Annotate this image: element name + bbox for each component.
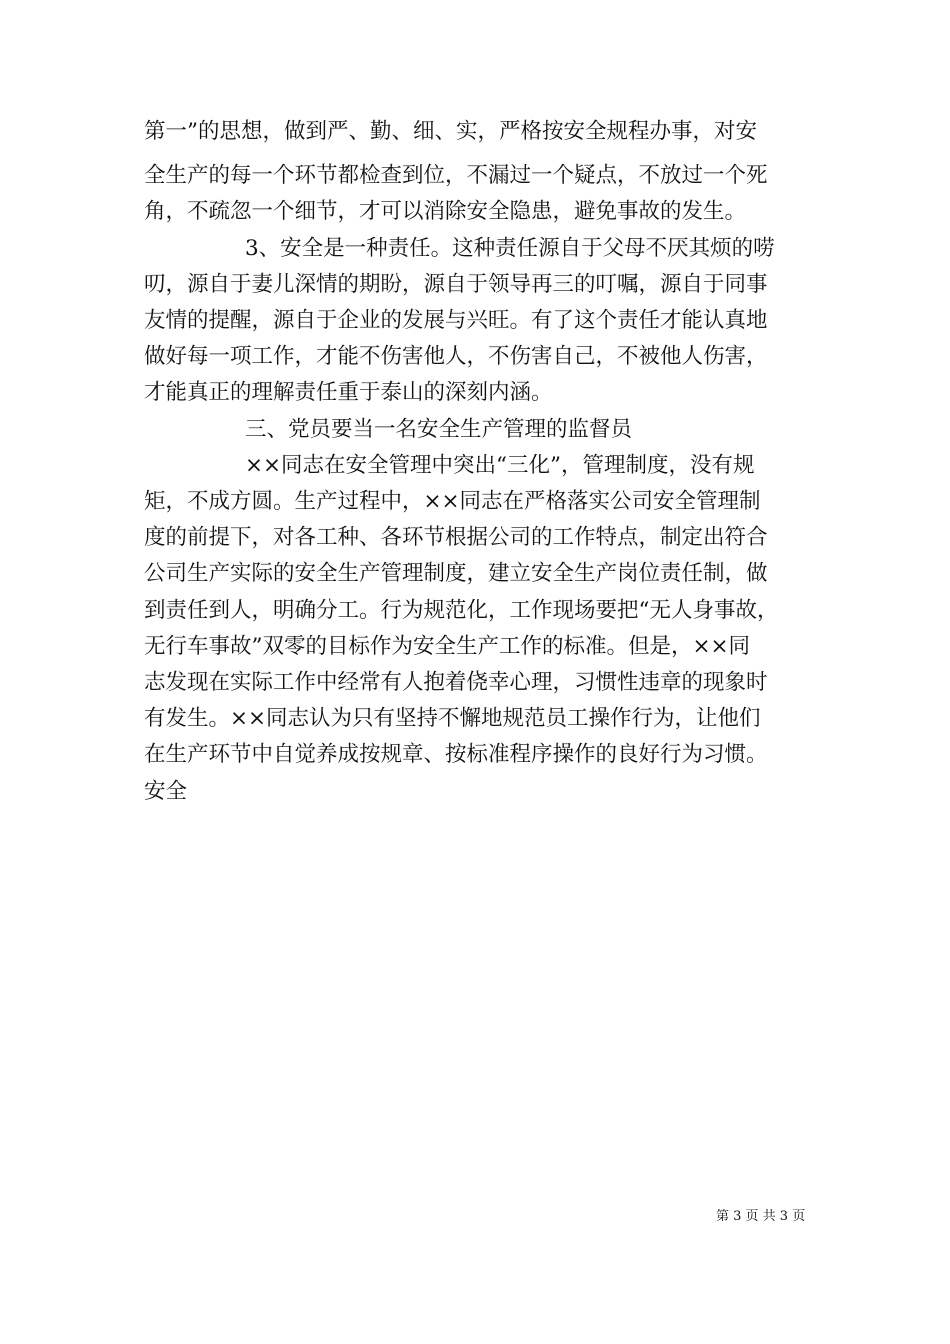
text-line: 做好每一项工作，才能不伤害他人，不伤害自己，不被他人伤害， (144, 344, 768, 369)
text-line: 3、安全是一种责任。这种责任源自于父母不厌其烦的唠 (245, 236, 775, 261)
text-line: 友情的提醒，源自于企业的发展与兴旺。有了这个责任才能认真地 (144, 308, 768, 333)
text-line: 叨，源自于妻儿深情的期盼，源自于领导再三的叮嘱，源自于同事 (144, 272, 768, 297)
text-line: 在生产环节中自觉养成按规章、按标准程序操作的良好行为习惯。 (144, 742, 768, 767)
section-heading: 三、党员要当一名安全生产管理的监督员 (245, 417, 633, 442)
text-line: 志发现在实际工作中经常有人抱着侥幸心理，习惯性违章的现象时 (144, 670, 768, 695)
text-line: 安全 (144, 779, 188, 804)
text-line: 公司生产实际的安全生产管理制度，建立安全生产岗位责任制，做 (144, 561, 768, 586)
text-line: 全生产的每一个环节都检查到位，不漏过一个疑点，不放过一个死 (144, 163, 768, 188)
text-line: 无行车事故”双零的目标作为安全生产工作的标准。但是，××同 (144, 634, 751, 659)
text-line: 度的前提下，对各工种、各环节根据公司的工作特点，制定出符合 (144, 525, 768, 550)
text-line: 才能真正的理解责任重于泰山的深刻内涵。 (144, 380, 553, 405)
page-number-footer: 第 3 页 共 3 页 (716, 1209, 806, 1224)
text-line: 第一”的思想，做到严、勤、细、实，严格按安全规程办事，对安 (144, 119, 757, 144)
text-line: ××同志在安全管理中突出“三化”，管理制度，没有规 (245, 453, 755, 478)
text-line: 到责任到人，明确分工。行为规范化，工作现场要把“无人身事故， (144, 598, 779, 623)
text-line: 角，不疏忽一个细节，才可以消除安全隐患，避免事故的发生。 (144, 199, 747, 224)
text-line: 矩，不成方圆。生产过程中，××同志在严格落实公司安全管理制 (144, 489, 761, 514)
text-line: 有发生。××同志认为只有坚持不懈地规范员工操作行为，让他们 (144, 706, 761, 731)
